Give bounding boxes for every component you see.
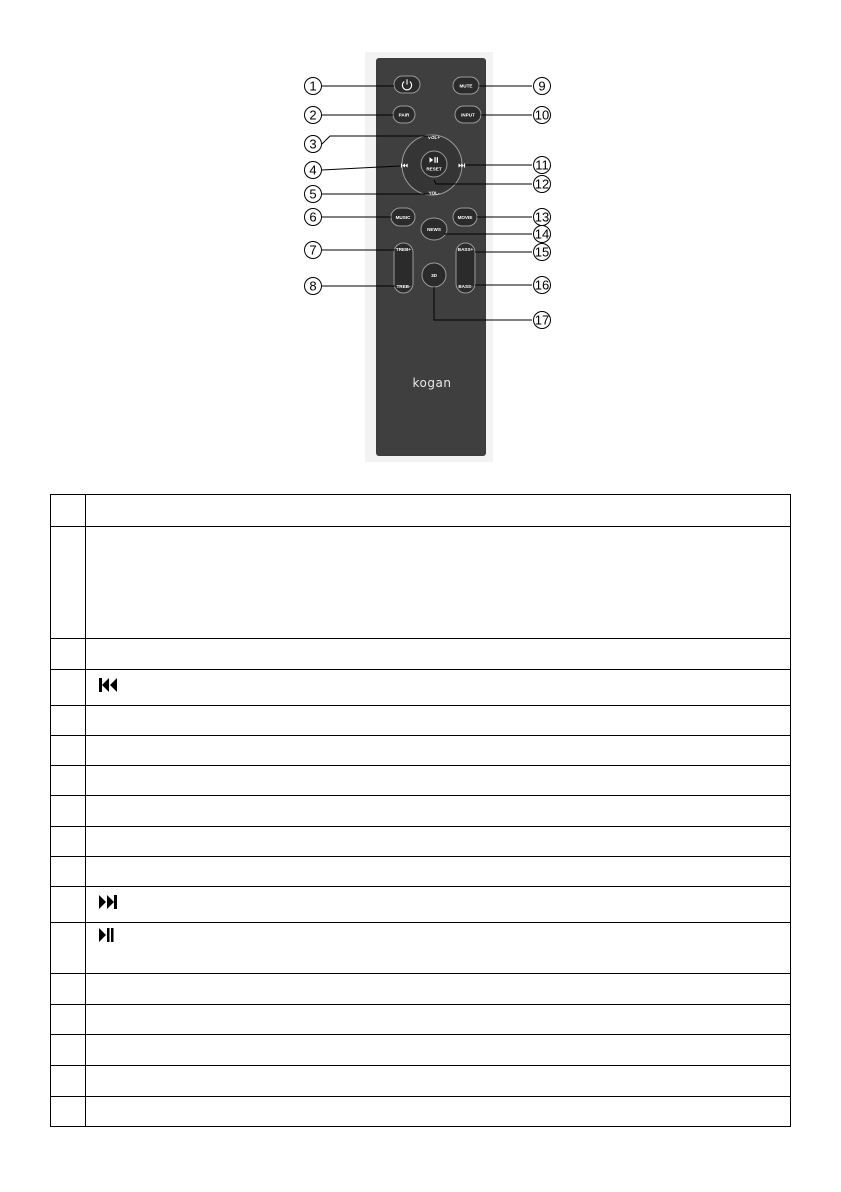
row-description-cell bbox=[86, 922, 791, 973]
row-number-cell bbox=[51, 886, 86, 922]
row-number-cell bbox=[51, 705, 86, 735]
table-row bbox=[51, 886, 791, 922]
callout-15 bbox=[534, 244, 551, 261]
callout-number: 8 bbox=[309, 278, 317, 294]
table-row bbox=[51, 922, 791, 973]
reset-label: RESET bbox=[426, 166, 442, 172]
row-number-cell bbox=[51, 856, 86, 886]
treble-rocker[interactable] bbox=[394, 243, 413, 293]
callout-1 bbox=[305, 78, 322, 95]
row-description-cell bbox=[86, 766, 791, 796]
row-number-cell bbox=[51, 495, 86, 527]
table-row bbox=[51, 1096, 791, 1126]
bass-down-label: BASS- bbox=[458, 284, 473, 289]
row-description-cell bbox=[86, 736, 791, 766]
volume-up-button[interactable]: VOL+ bbox=[427, 134, 441, 140]
callout-10 bbox=[534, 107, 551, 124]
row-number-cell bbox=[51, 766, 86, 796]
callout-number: 7 bbox=[309, 242, 317, 258]
movie-label: MOVIE bbox=[457, 215, 473, 220]
row-description-cell bbox=[86, 974, 791, 1005]
brand-logo: kogan bbox=[412, 376, 452, 390]
row-description-cell bbox=[86, 1005, 791, 1035]
mute-label: MUTE bbox=[459, 83, 473, 89]
volume-down-button[interactable]: VOL- bbox=[428, 190, 440, 196]
callout-number: 15 bbox=[534, 244, 550, 260]
row-number-cell bbox=[51, 974, 86, 1005]
callout-number: 14 bbox=[534, 226, 550, 242]
row-number-cell bbox=[51, 638, 86, 669]
bass-up-label: BASS+ bbox=[457, 247, 474, 252]
table-row bbox=[51, 974, 791, 1005]
callout-13 bbox=[534, 209, 551, 226]
3d-button[interactable] bbox=[422, 263, 446, 287]
treble-up-label: TREB+ bbox=[395, 247, 412, 252]
callout-number: 2 bbox=[309, 107, 317, 123]
callout-number: 13 bbox=[534, 209, 550, 225]
table-row bbox=[51, 736, 791, 766]
row-description-cell bbox=[86, 638, 791, 669]
table-row bbox=[51, 1005, 791, 1035]
music-button[interactable] bbox=[391, 208, 415, 226]
callout-7 bbox=[305, 242, 322, 259]
table-row bbox=[51, 796, 791, 826]
next-track-icon bbox=[98, 894, 118, 913]
callout-number: 12 bbox=[534, 176, 550, 192]
remote-control-figure bbox=[0, 0, 841, 470]
news-button[interactable] bbox=[421, 218, 447, 240]
table-row bbox=[51, 705, 791, 735]
input-label: INPUT bbox=[461, 112, 475, 118]
row-description-cell bbox=[86, 856, 791, 886]
row-number-cell bbox=[51, 1005, 86, 1035]
callout-17 bbox=[534, 312, 551, 329]
row-number-cell bbox=[51, 796, 86, 826]
table-row bbox=[51, 1035, 791, 1065]
row-description-cell bbox=[86, 669, 791, 705]
row-description-cell bbox=[86, 1035, 791, 1065]
row-number-cell bbox=[51, 1096, 86, 1126]
pair-label: PAIR bbox=[398, 112, 410, 118]
callout-number: 17 bbox=[534, 312, 550, 328]
table-row bbox=[51, 495, 791, 527]
pair-button[interactable] bbox=[393, 106, 415, 123]
callout-number: 3 bbox=[309, 136, 317, 152]
callouts-right bbox=[534, 78, 551, 329]
callout-2 bbox=[305, 107, 322, 124]
callout-9 bbox=[534, 78, 551, 95]
table-row bbox=[51, 1065, 791, 1096]
row-number-cell bbox=[51, 1065, 86, 1096]
table-row bbox=[51, 826, 791, 856]
row-number-cell bbox=[51, 922, 86, 973]
input-button[interactable] bbox=[455, 106, 481, 123]
callout-number: 1 bbox=[309, 78, 317, 94]
callout-12 bbox=[534, 176, 551, 193]
mute-button[interactable] bbox=[453, 77, 479, 94]
news-label: NEWS bbox=[427, 226, 441, 232]
table-row bbox=[51, 527, 791, 639]
table-row bbox=[51, 669, 791, 705]
row-number-cell bbox=[51, 736, 86, 766]
row-description-cell bbox=[86, 495, 791, 527]
button-description-table bbox=[50, 494, 791, 1127]
play-pause-reset-button[interactable] bbox=[421, 151, 447, 177]
row-number-cell bbox=[51, 527, 86, 639]
callout-number: 9 bbox=[538, 78, 546, 94]
row-description-cell bbox=[86, 1096, 791, 1126]
row-description-cell bbox=[86, 886, 791, 922]
movie-button[interactable] bbox=[453, 208, 477, 226]
play-pause-icon bbox=[98, 927, 114, 946]
callout-5 bbox=[305, 186, 322, 203]
callout-14 bbox=[534, 226, 551, 243]
callout-number: 6 bbox=[309, 209, 317, 225]
callout-11 bbox=[534, 157, 551, 174]
callout-3 bbox=[305, 136, 322, 153]
3d-label: 3D bbox=[431, 273, 437, 278]
table-row bbox=[51, 856, 791, 886]
row-description-cell bbox=[86, 527, 791, 639]
row-description-cell bbox=[86, 826, 791, 856]
callouts-left bbox=[305, 78, 322, 295]
power-button[interactable] bbox=[394, 76, 420, 93]
callout-number: 5 bbox=[309, 186, 317, 202]
callout-4 bbox=[305, 162, 322, 179]
table-row bbox=[51, 766, 791, 796]
callout-8 bbox=[305, 278, 322, 295]
callout-number: 10 bbox=[534, 107, 550, 123]
row-description-cell bbox=[86, 705, 791, 735]
row-number-cell bbox=[51, 826, 86, 856]
row-description-cell bbox=[86, 1065, 791, 1096]
previous-track-icon bbox=[98, 677, 118, 696]
bass-rocker[interactable] bbox=[456, 243, 475, 293]
callout-number: 11 bbox=[535, 157, 549, 173]
treble-down-label: TREB- bbox=[396, 284, 411, 289]
table-row bbox=[51, 638, 791, 669]
callout-number: 4 bbox=[309, 162, 317, 178]
row-description-cell bbox=[86, 796, 791, 826]
row-number-cell bbox=[51, 1035, 86, 1065]
callout-6 bbox=[305, 209, 322, 226]
row-number-cell bbox=[51, 669, 86, 705]
callout-16 bbox=[534, 277, 551, 294]
callout-number: 16 bbox=[534, 277, 550, 293]
music-label: MUSIC bbox=[395, 215, 411, 220]
